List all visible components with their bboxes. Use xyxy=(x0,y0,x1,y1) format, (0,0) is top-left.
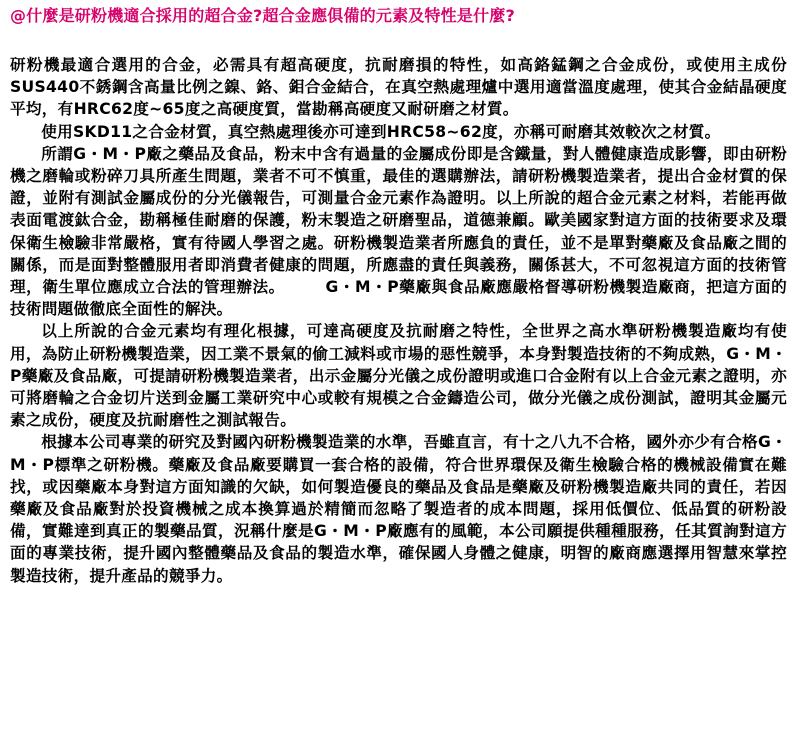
paragraph-skd11: 使用SKD11之合金材質，真空熱處理後亦可達到HRC58~62度，亦稱可耐磨其效較次之材質。 xyxy=(41,122,721,141)
paragraph-gmp-metal-content: 所謂G・M・P廠之藥品及食品，粉末中含有過量的金屬成份即是含鐵量，對人體健康造成影響，即由研粉機之磨輪或粉碎刀具所產生問題，業者不可不慎重，最佳的選購辦法，請研粉機製造業者，提出合金材質的保證，並附有測試金屬成份的分光儀報告，可測量合金元素作為證明。以上所說的超合金元素之材料，若能再做表面電渡鈦合金，勘稱極佳耐磨的保護，粉末製造之研磨聖品，道德兼顧。歐美國家對這方面的技術要求及環保衛生檢驗非常嚴格，實有待國人學習之處。研粉機製造業者所應負的責任，並不是單對藥廠及食品廠之間的關係，而是面對整體服用者即消費者健康的問題，所應盡的責任與義務，關係甚大，不可忽視這方面的技術管理，衛生單位應成立合法的管理辦法。 G・M・P藥廠與食品廠應嚴格督導研粉機製造廠商，把這方面的技術問題做徹底全面性的解決。 xyxy=(10,144,787,319)
paragraph-company-service: 根據本公司專業的研究及對國內研粉機製造業的水準，吾雖直言，有十之八九不合格，國外亦少有合格G・M・P標準之研粉機。藥廠及食品廠要購買一套合格的設備，符合世界環保及衛生檢驗合格的機械設備實在難找，或因藥廠本身對這方面知識的欠缺，如何製造優良的藥品及食品是藥廠及研粉機製造廠共同的責任，若因藥廠及食品廠對於投資機械之成本換算過於精簡而忽略了製造者的成本問題，採用低價位、低品質的研粉設備，實難達到真正的製藥品質，況稱什麼是G・M・P廠應有的風範，本公司願提供種種服務，任其質詢對這方面的專業技術，提升國內整體藥品及食品的製造水準，確保國人身體之健康，明智的廠商應選擇用智慧來掌控製造技術，提升產品的競爭力。 xyxy=(10,433,787,585)
article xyxy=(10,6,787,587)
paragraph-alloy-verification: 以上所說的合金元素均有理化根據，可達高硬度及抗耐磨之特性，全世界之高水準研粉機製造廠均有使用，為防止研粉機製造業，因工業不景氣的偷工減料或市場的惡性競爭，本身對製造技術的不夠成熟，G・M・P藥廠及食品廠，可提請研粉機製造業者，出示金屬分光儀之成份證明或進口合金附有以上合金元素之證明，亦可將磨輪之合金切片送到金屬工業研究中心或較有規模之合金鑄造公司，做分光儀之成份測試，證明其金屬元素之成份，硬度及抗耐磨性之測試報告。 xyxy=(10,322,787,430)
paragraph-alloy-selection: 研粉機最適合選用的合金，必需具有超高硬度，抗耐磨損的特性，如高鉻錳鋼之合金成份，或使用主成份SUS440不銹鋼含高量比例之鎳、鉻、鉬合金結合，在真空熱處理爐中選用適當溫度處理，使其合金結晶硬度平均，有HRC62度~65度之高硬度質，當勘稱高硬度又耐研磨之材質。 xyxy=(10,56,787,119)
article-title: @什麼是研粉機適合採用的超合金?超合金應俱備的元素及特性是什麼? xyxy=(10,6,515,25)
